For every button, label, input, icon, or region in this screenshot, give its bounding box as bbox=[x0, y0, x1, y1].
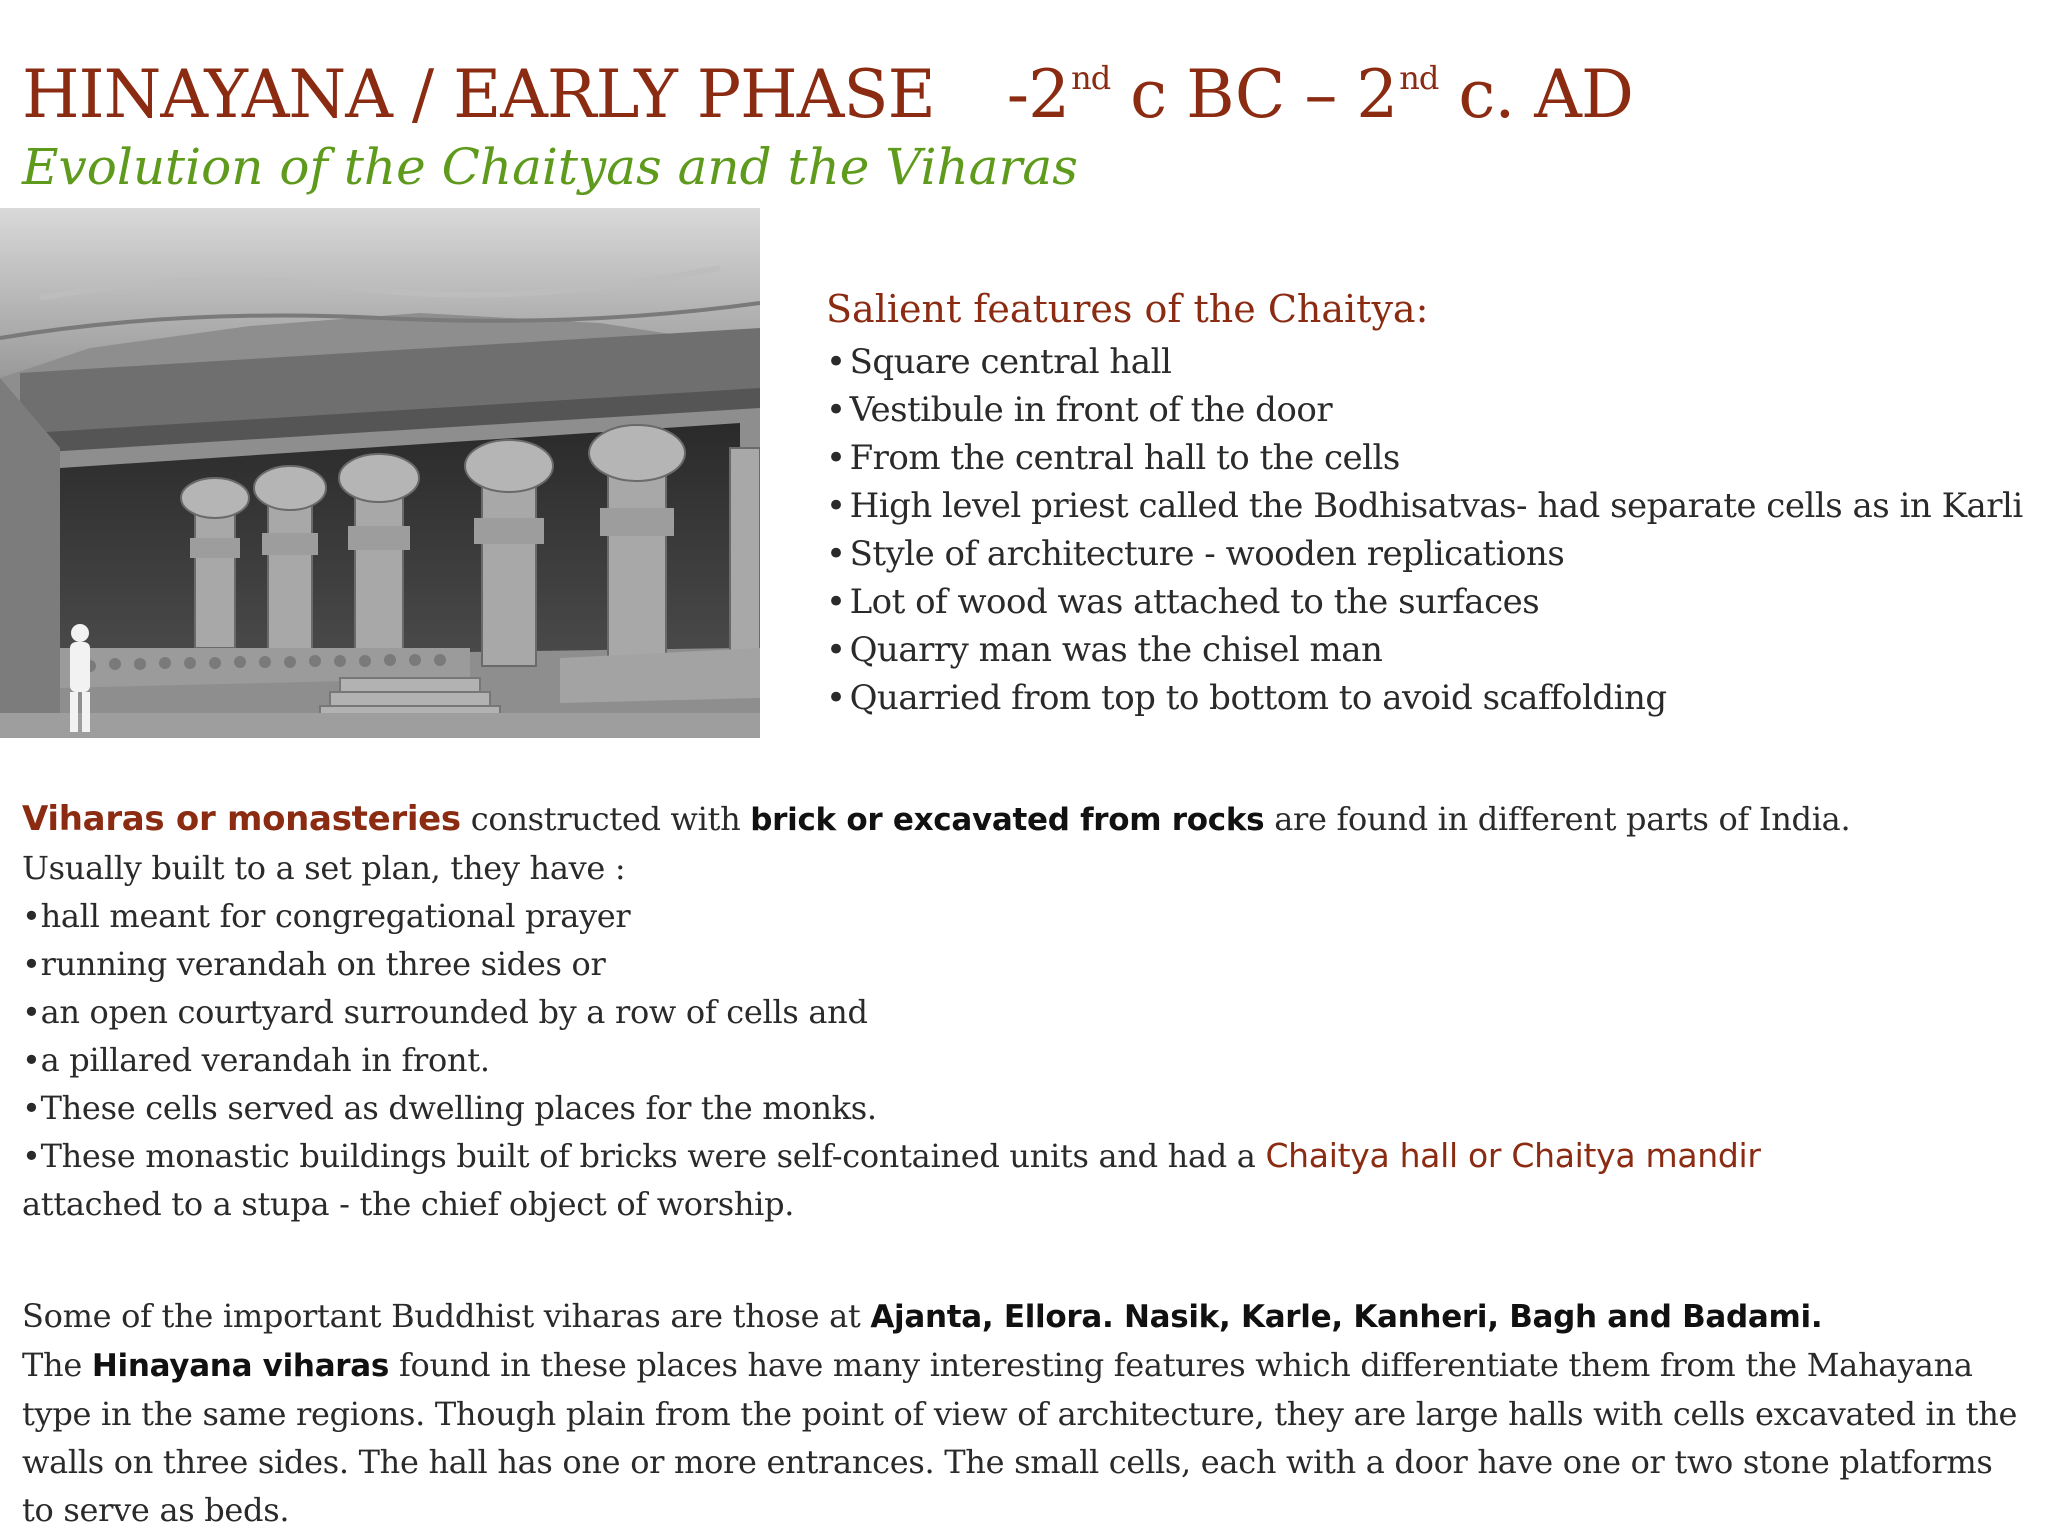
title-text: HINAYANA / EARLY PHASE bbox=[22, 56, 935, 133]
page-title bbox=[22, 56, 1633, 133]
chaitya-hall-term: Chaitya hall or Chaitya mandir bbox=[1265, 1136, 1761, 1175]
chaitya-heading: Salient features of the Chaitya: bbox=[826, 287, 1429, 331]
viharas-list bbox=[22, 892, 2032, 1180]
date-range: -2nd c BC – 2nd c. AD bbox=[1006, 56, 1633, 133]
list-item: • From the central hall to the cells bbox=[826, 438, 1400, 478]
hinayana-viharas-term: Hinayana viharas bbox=[91, 1348, 390, 1384]
page-subtitle: Evolution of the Chaityas and the Viharas bbox=[22, 138, 1078, 196]
viharas-term: Viharas or monasteries bbox=[22, 799, 461, 839]
list-item: •hall meant for congregational prayer bbox=[22, 897, 631, 935]
list-item: • Quarried from top to bottom to avoid scaffolding bbox=[826, 678, 1667, 718]
important-viharas-paragraph: Some of the important Buddhist viharas are those at Ajanta, Ellora. Nasik, Karle, Kanheri, Bagh and Badami. The Hinayana viharas found in these places have many interesting features which differentiate them from the Mahayana type in the same regions. Though plain from the point of view of architecture, they are large halls with cells excavated in the walls on three sides. The hall has one or more entrances. The small cells, each with a door have one or two stone platforms to serve as beds. bbox=[22, 1297, 2018, 1529]
cave-temple-photo bbox=[0, 208, 760, 738]
list-item: • Lot of wood was attached to the surfaces bbox=[826, 582, 1540, 622]
list-item: •a pillared verandah in front. bbox=[22, 1041, 490, 1079]
list-item: •These monastic buildings built of bricks were self-contained units and had a Chaitya hall or Chaitya mandir bbox=[22, 1136, 1761, 1175]
list-item: •These cells served as dwelling places for the monks. bbox=[22, 1089, 877, 1127]
list-item: • Vestibule in front of the door bbox=[826, 390, 1333, 430]
viharas-lead: Viharas or monasteries constructed with brick or excavated from rocks are found in different parts of India. bbox=[22, 799, 1851, 839]
list-item: •running verandah on three sides or bbox=[22, 945, 606, 983]
viharas-section bbox=[22, 795, 2032, 1228]
viharas-intro: Usually built to a set plan, they have : bbox=[22, 849, 626, 887]
vihara-places: Ajanta, Ellora. Nasik, Karle, Kanheri, Bagh and Badami. bbox=[870, 1299, 1823, 1335]
list-item: •an open courtyard surrounded by a row of cells and bbox=[22, 993, 868, 1031]
construction-term: brick or excavated from rocks bbox=[750, 802, 1265, 838]
list-item: • High level priest called the Bodhisatvas- had separate cells as in Karli bbox=[826, 486, 2023, 526]
viharas-continuation: attached to a stupa - the chief object of worship. bbox=[22, 1185, 795, 1223]
chaitya-features bbox=[826, 287, 2026, 722]
list-item: • Quarry man was the chisel man bbox=[826, 630, 1383, 670]
list-item: • Style of architecture - wooden replications bbox=[826, 534, 1565, 574]
chaitya-feature-list bbox=[826, 338, 2026, 722]
list-item: • Square central hall bbox=[826, 342, 1172, 382]
